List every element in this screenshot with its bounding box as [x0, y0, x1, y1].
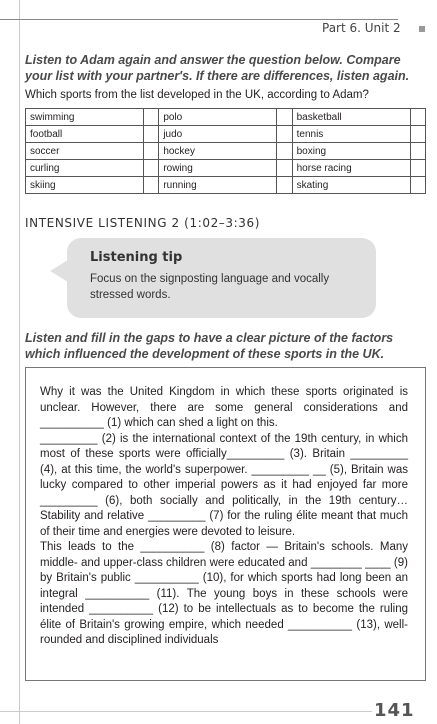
sport-cell: skiing: [26, 177, 144, 194]
sport-cell: swimming: [26, 109, 144, 126]
sport-cell: judo: [159, 126, 277, 143]
table-row: [26, 177, 426, 194]
header-rule: [0, 19, 398, 20]
answer-box[interactable]: [144, 177, 159, 194]
sport-cell: running: [159, 177, 277, 194]
speech-bubble-tail: [50, 260, 68, 282]
answer-box[interactable]: [410, 177, 425, 194]
instruction-fill-gaps: Listen and fill in the gaps to have a clear picture of the factors which influenced the development of these sports in the UK.: [25, 331, 394, 361]
passage-paragraph: Why it was the United Kingdom in which these sports originated is unclear. However, there are some general considerations and __________ (1) which can shed a light on this.: [40, 386, 408, 429]
answer-box[interactable]: [144, 109, 159, 126]
answer-box[interactable]: [144, 160, 159, 177]
passage-paragraph: This leads to the __________ (8) factor — Britain's schools. Many middle- and upper-class children were educated and ________ ____ (9) by Britain's public __________ (10), for which sports had long been an integral __________ (11). The young boys in these schools were intended __________ (12) to be intellectuals as to become the ruling élite of Britain's growing empire, which needed __________ (13), well-rounded and disciplined individuals: [40, 541, 408, 646]
instruction-compare: Listen to Adam again and answer the question below. Compare your list with your partner's. If there are differences, listen again.: [25, 53, 410, 83]
sport-cell: boxing: [292, 143, 410, 160]
footer-rule: [0, 711, 372, 712]
sport-cell: football: [26, 126, 144, 143]
section-title: INTENSIVE LISTENING 2 (1:02–3:36): [25, 216, 261, 230]
sport-cell: basketball: [292, 109, 410, 126]
question-text: Which sports from the list developed in the UK, according to Adam?: [25, 89, 369, 101]
passage-text: [40, 385, 408, 649]
answer-box[interactable]: [277, 177, 292, 194]
page-number: 141: [374, 700, 415, 721]
tip-body: Focus on the signposting language and vocally stressed words.: [90, 273, 330, 301]
sport-cell: tennis: [292, 126, 410, 143]
answer-box[interactable]: [410, 143, 425, 160]
table-row: [26, 109, 426, 126]
answer-box[interactable]: [410, 109, 425, 126]
tip-title: Listening tip: [90, 250, 183, 265]
answer-box[interactable]: [144, 126, 159, 143]
answer-box[interactable]: [277, 109, 292, 126]
sport-cell: soccer: [26, 143, 144, 160]
sport-cell: horse racing: [292, 160, 410, 177]
unit-header: Part 6. Unit 2: [322, 21, 401, 35]
table-row: [26, 126, 426, 143]
sport-cell: skating: [292, 177, 410, 194]
sport-cell: rowing: [159, 160, 277, 177]
table-row: [26, 143, 426, 160]
answer-box[interactable]: [144, 143, 159, 160]
answer-box[interactable]: [277, 143, 292, 160]
header-square-icon: [419, 26, 425, 32]
sport-cell: hockey: [159, 143, 277, 160]
sport-cell: curling: [26, 160, 144, 177]
sports-table: [25, 108, 426, 194]
answer-box[interactable]: [410, 160, 425, 177]
sport-cell: polo: [159, 109, 277, 126]
table-row: [26, 160, 426, 177]
passage-paragraph: _________ (2) is the international context of the 19th century, in which most of these sports were officially_________ (3). Britain _________ (4), at this time, the world's superpower. _________ __ (5), Britain was lucky compared to other imperial powers as it had enjoyed far more _________ (6), both socially and politically, in the 19th century… Stability and relative _________ (7) for the ruling élite meant that much of their time and energies were devoted to leisure.: [40, 432, 408, 538]
left-margin-line: [19, 0, 20, 724]
answer-box[interactable]: [277, 126, 292, 143]
answer-box[interactable]: [277, 160, 292, 177]
answer-box[interactable]: [410, 126, 425, 143]
